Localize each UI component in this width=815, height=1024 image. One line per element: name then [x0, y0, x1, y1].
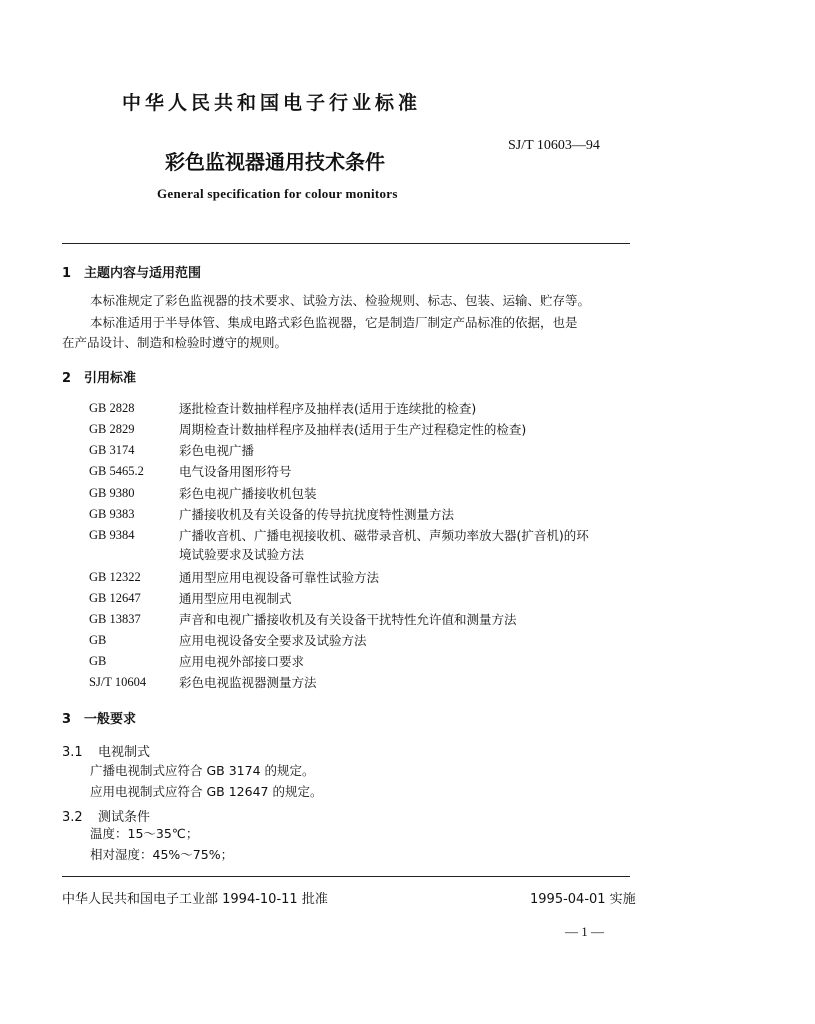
reference-code: SJ/T 10604: [89, 675, 147, 689]
reference-code: GB: [89, 633, 107, 647]
subsection-3-1-line-2: 应用电视制式应符合 GB 12647 的规定。: [90, 784, 323, 799]
reference-code: GB 9383: [89, 507, 135, 521]
standard-code: SJ/T 10603—94: [508, 138, 600, 153]
section-title: 引用标准: [84, 371, 137, 386]
reference-title: 彩色电视广播: [179, 443, 255, 458]
subsection-title: 测试条件: [98, 810, 151, 825]
reference-code: GB 12647: [89, 591, 141, 605]
subsection-3-2-line-2: 相对湿度：45%～75%；: [90, 847, 234, 862]
section-1-paragraph-2: 本标准适用于半导体管、集成电路式彩色监视器，它是制造厂制定产品标准的依据，也是: [90, 315, 578, 330]
section-number: 2: [62, 371, 72, 386]
section-1-paragraph-2-cont: 在产品设计、制造和检验时遵守的规则。: [62, 335, 288, 350]
section-1-heading: [62, 262, 201, 281]
reference-title: 广播收音机、广播电视接收机、磁带录音机、声频功率放大器(扩音机)的环: [179, 528, 589, 543]
section-title: 主题内容与适用范围: [84, 266, 202, 281]
reference-title: 声音和电视广播接收机及有关设备干扰特性允许值和测量方法: [179, 612, 517, 627]
subsection-3-1-line-1: 广播电视制式应符合 GB 3174 的规定。: [90, 763, 315, 778]
footer-divider: [62, 876, 630, 877]
subsection-3-2-line-1: 温度：15～35℃；: [90, 826, 199, 841]
reference-title: 应用电视外部接口要求: [179, 654, 305, 669]
reference-title-continued: 境试验要求及试验方法: [179, 547, 305, 562]
page-number: — 1 —: [565, 924, 604, 939]
reference-title: 彩色电视监视器测量方法: [179, 675, 317, 690]
reference-title: 周期检查计数抽样程序及抽样表(适用于生产过程稳定性的检查): [179, 422, 527, 437]
issuing-body-header: 中华人民共和国电子行业标准: [122, 92, 422, 114]
section-1-paragraph-1: 本标准规定了彩色监视器的技术要求、试验方法、检验规则、标志、包装、运输、贮存等。: [90, 293, 591, 308]
reference-code: GB 3174: [89, 443, 135, 457]
reference-title: 通用型应用电视设备可靠性试验方法: [179, 570, 380, 585]
subsection-title: 电视制式: [98, 745, 151, 760]
header-divider: [62, 243, 630, 244]
section-number: 3: [62, 712, 72, 727]
reference-title: 电气设备用图形符号: [179, 464, 292, 479]
reference-code: GB 12322: [89, 570, 141, 584]
subsection-number: 3.2: [62, 810, 83, 825]
reference-title: 广播接收机及有关设备的传导抗扰度特性测量方法: [179, 507, 455, 522]
reference-code: GB 5465.2: [89, 464, 144, 478]
reference-code: GB 9384: [89, 528, 135, 542]
approval-line: 中华人民共和国电子工业部 1994-10-11 批准: [62, 892, 328, 907]
reference-code: GB: [89, 654, 107, 668]
section-3-heading: [62, 708, 136, 727]
section-title: 一般要求: [84, 712, 137, 727]
section-2-heading: [62, 367, 136, 386]
reference-code: GB 2829: [89, 422, 135, 436]
subsection-number: 3.1: [62, 745, 83, 760]
reference-code: GB 2828: [89, 401, 135, 415]
reference-code: GB 9380: [89, 486, 135, 500]
reference-title: 逐批检查计数抽样程序及抽样表(适用于连续批的检查): [179, 401, 477, 416]
effective-date-line: 1995-04-01 实施: [530, 892, 636, 907]
subsection-3-2-heading: [62, 806, 150, 825]
section-number: 1: [62, 266, 72, 281]
reference-title: 通用型应用电视制式: [179, 591, 292, 606]
reference-title: 彩色电视广播接收机包装: [179, 486, 317, 501]
document-subtitle-english: General specification for colour monitors: [157, 186, 398, 201]
document-title: 彩色监视器通用技术条件: [165, 150, 385, 174]
reference-code: GB 13837: [89, 612, 141, 626]
subsection-3-1-heading: [62, 741, 150, 760]
reference-title: 应用电视设备安全要求及试验方法: [179, 633, 367, 648]
